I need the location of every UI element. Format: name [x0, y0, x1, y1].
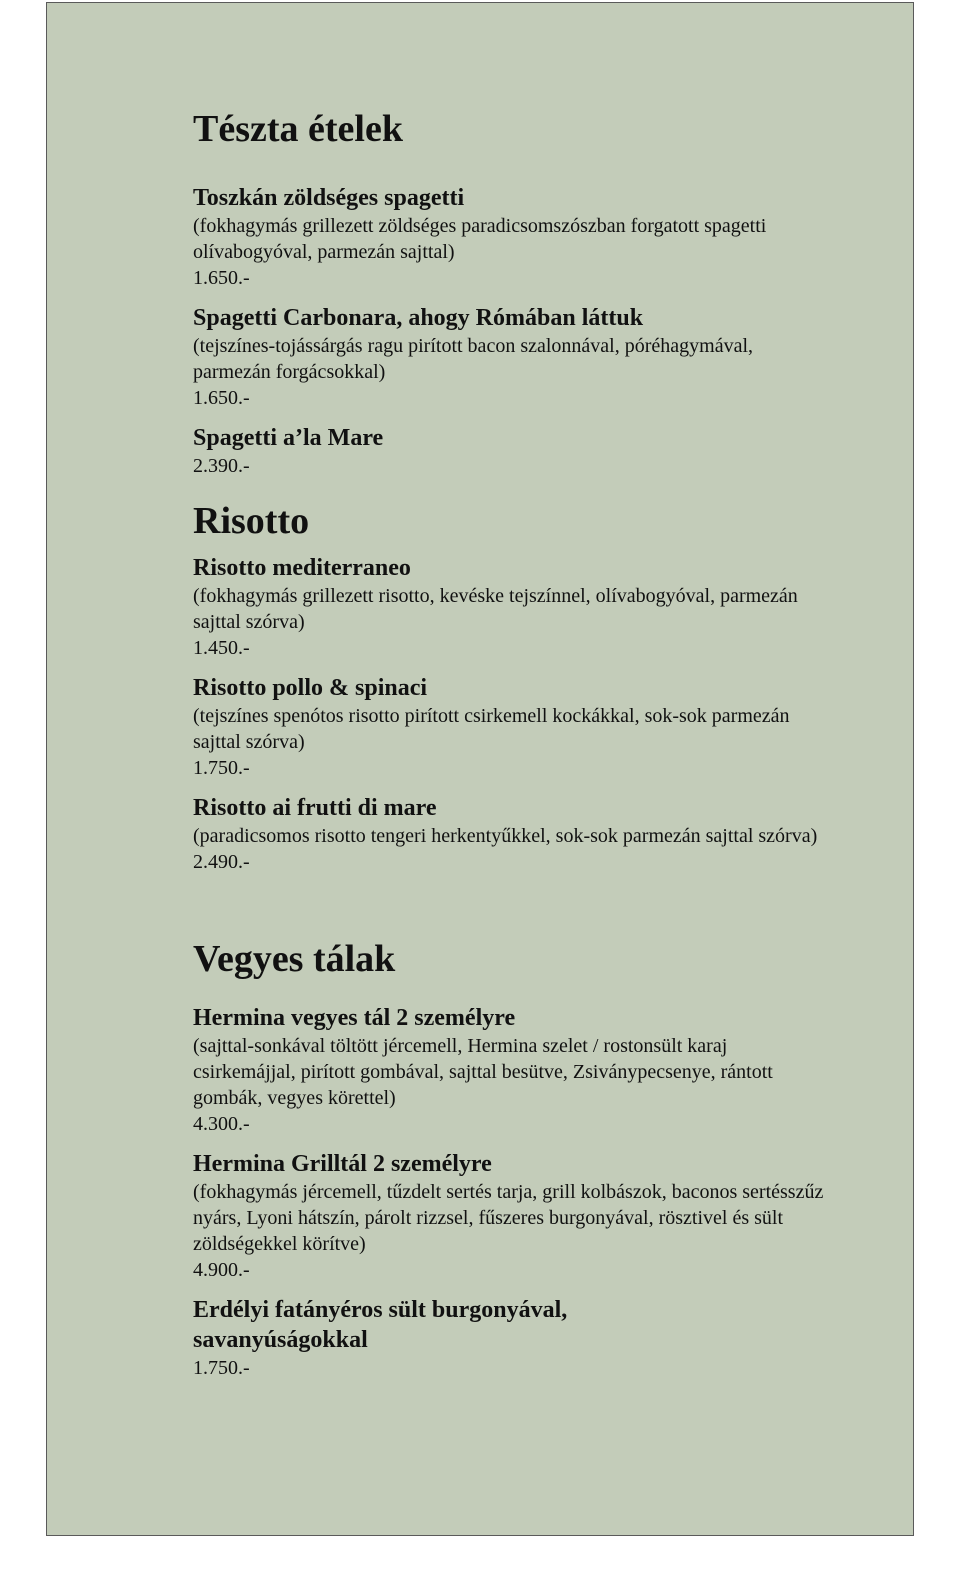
dish-name: Spagetti a’la Mare [193, 425, 384, 451]
menu-item [193, 793, 833, 875]
dish-price: 4.900.- [193, 1259, 250, 1281]
menu-item [193, 303, 833, 411]
dish-price: 2.490.- [193, 851, 250, 873]
dish-description: (tejszínes-tojássárgás ragu pirított bacon szalonnával, póréhagymával, parmezán forgácsokkal) [193, 335, 753, 383]
dish-name: Hermina Grilltál 2 személyre [193, 1151, 492, 1177]
dish-name: Spagetti Carbonara, ahogy Rómában láttuk [193, 305, 644, 331]
dish-price: 4.300.- [193, 1113, 250, 1135]
dish-price: 1.750.- [193, 1357, 250, 1379]
menu-item [193, 1295, 833, 1381]
dish-description: (tejszínes spenótos risotto pirított csirkemell kockákkal, sok-sok parmezán sajttal szórva) [193, 705, 790, 753]
dish-description: (fokhagymás jércemell, tűzdelt sertés tarja, grill kolbászok, baconos sertésszűz nyárs, Lyoni hátszín, párolt rizzsel, fűszeres burgonyával, rösztivel és sült zöldségekkel körítve) [193, 1181, 824, 1255]
dish-description: (sajttal-sonkával töltött jércemell, Hermina szelet / rostonsült karaj csirkemájjal, pirított gombával, sajttal besütve, Zsiványpecsenye, rántott gombák, vegyes körettel) [193, 1035, 773, 1109]
menu-item [193, 183, 833, 291]
menu-item [193, 1003, 833, 1137]
section-title: Risotto [193, 500, 310, 542]
menu-item [193, 673, 833, 781]
menu-item [193, 1149, 833, 1283]
menu-page [46, 2, 914, 1536]
dish-description: (paradicsomos risotto tengeri herkentyűkkel, sok-sok parmezán sajttal szórva) [193, 825, 818, 847]
dish-description: (fokhagymás grillezett zöldséges paradicsomszószban forgatott spagetti olívabogyóval, parmezán sajttal) [193, 215, 767, 263]
section-title: Tészta ételek [193, 108, 403, 150]
dish-name: Hermina vegyes tál 2 személyre [193, 1005, 516, 1031]
section-risotto [193, 499, 833, 875]
dish-name: Risotto ai frutti di mare [193, 795, 437, 821]
dish-name: Risotto pollo & spinaci [193, 675, 428, 701]
menu-item [193, 423, 833, 479]
section-platters [193, 937, 833, 1381]
dish-name: Toszkán zöldséges spagetti [193, 185, 465, 211]
section-pasta [193, 107, 833, 479]
dish-price: 1.650.- [193, 267, 250, 289]
dish-price: 1.650.- [193, 387, 250, 409]
section-title: Vegyes tálak [193, 938, 396, 980]
dish-price: 1.750.- [193, 757, 250, 779]
menu-item [193, 553, 833, 661]
dish-name: Erdélyi fatányéros sült burgonyával, savanyúságokkal [193, 1297, 568, 1353]
dish-price: 1.450.- [193, 637, 250, 659]
dish-price: 2.390.- [193, 455, 250, 477]
dish-name: Risotto mediterraneo [193, 555, 411, 581]
dish-description: (fokhagymás grillezett risotto, kevéske tejszínnel, olívabogyóval, parmezán sajttal szórva) [193, 585, 798, 633]
